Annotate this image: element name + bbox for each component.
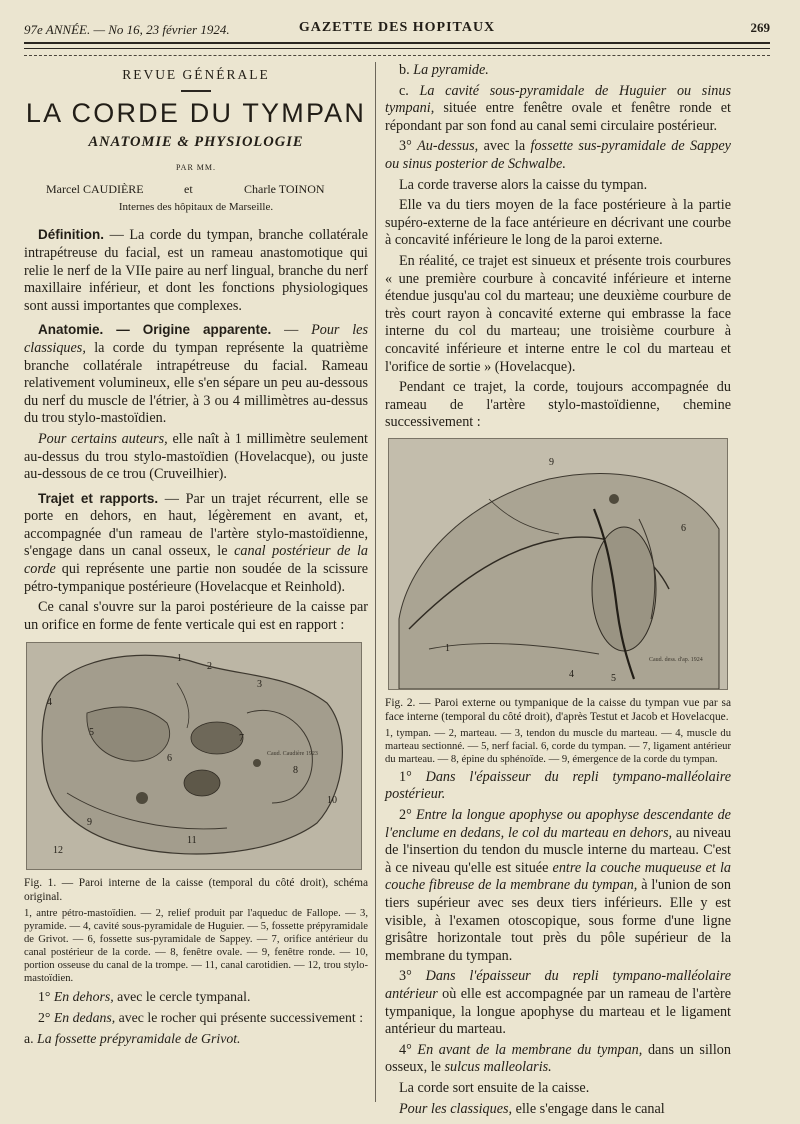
item-3 [385, 138, 731, 173]
relation-2-italic: En dedans, [53, 1010, 116, 1026]
article-title: LA CORDE DU TYMPAN [25, 97, 367, 128]
item-c-text: située entre fenêtre ovale et fenêtre ronde et répondant par son fond au canal semi circulaire postérieur. [385, 100, 731, 134]
path-2-text-2: à l'union de son tiers supérieur avec ses deux tiers inférieurs. Elle y est visible, à l'examen otoscopique, sous forme d'une ligne grisâtre horizontale tout près du pôle supérieur de la membrane du tympan. [385, 877, 731, 964]
article-subtitle: ANATOMIE & PHYSIOLOGIE [88, 133, 304, 150]
trajet-italic: canal postérieur de la corde [24, 543, 368, 578]
relation-1-number: 1° [38, 989, 54, 1005]
item-3-number: 3° [399, 138, 418, 155]
figure-1 [26, 642, 362, 870]
classic-paragraph [385, 1101, 731, 1119]
paragraph-2: Elle va du tiers moyen de la face postérieure à la partie supéro-externe de la face antérieure en décrivant une courbe à concavité inférieure le long de la paroi externe. [385, 197, 731, 249]
anatomy-dash: — [271, 322, 312, 339]
relation-1-text: avec le cercle tympanal. [113, 989, 251, 1005]
fig2-label-9: 9 [549, 456, 554, 468]
path-4-italic: En avant de la membrane du tympan, [417, 1041, 643, 1058]
fig1-signature: Caud. Caudière 1923 [267, 751, 318, 758]
definition-text: — La corde du tympan, branche collatérale intrapétreuse du facial, est un rameau anastomotique qui relie le nerf de la VIIe paire au nerf lingual, branche du nerf maxillaire inférieur, et dont les fonctions physiologiques sont aussi importantes que complexes. [24, 227, 368, 314]
classic-italic: Pour les classiques, [399, 1100, 513, 1117]
exit-paragraph: La corde sort ensuite de la caisse. [399, 1079, 590, 1096]
relation-2a-letter: a. [24, 1030, 38, 1046]
path-2-number: 2° [399, 807, 416, 824]
affiliation: Internes des hôpitaux de Marseille. [118, 200, 274, 213]
right-column [385, 62, 731, 1121]
fig1-label-12: 12 [53, 845, 63, 857]
canal-paragraph: Ce canal s'ouvre sur la paroi postérieure de la caisse par un orifice en forme de fente verticale qui est en rapport : [24, 599, 368, 633]
fig1-label-5: 5 [89, 727, 94, 739]
item-b [385, 62, 731, 80]
anatomy-paragraph [24, 321, 368, 428]
path-4-text: dans un sillon osseux, le [385, 1041, 731, 1076]
trajet-paragraph [24, 490, 368, 597]
item-c [385, 83, 731, 136]
fig1-label-6: 6 [167, 753, 172, 765]
fig1-label-3: 3 [257, 679, 262, 691]
definition-heading: Définition. [38, 227, 104, 243]
relation-2a [24, 1030, 368, 1048]
left-column [24, 66, 368, 1050]
relation-1-italic: En dehors, [53, 989, 114, 1005]
figure-2-caption: Fig. 2. — Paroi externe ou tympanique de la caisse du tympan vue par sa face interne (temporal du côté droit), d'après Testut et Jacob et Hovelacque. [385, 696, 731, 723]
figure-1-drawing [27, 643, 361, 869]
figure-2 [388, 438, 728, 690]
by-line: PAR MM. [175, 163, 217, 173]
path-1-number: 1° [399, 768, 426, 785]
fig1-label-2: 2 [207, 661, 212, 673]
path-2 [385, 807, 731, 965]
relation-2 [24, 1009, 368, 1027]
header-rule-thin [24, 48, 770, 49]
issue-info: 97e ANNÉE. — No 16, 23 février 1924. [24, 22, 230, 37]
item-3-text: avec la [478, 138, 531, 155]
item-c-italic: La cavité sous-pyramidale de Huguier ou sinus tympani, [385, 82, 731, 117]
anatomy-italic-1: Pour les classiques, [24, 322, 368, 356]
fig2-label-1: 1 [445, 642, 450, 654]
relation-2-number: 2° [38, 1010, 54, 1026]
path-2-italic-2: entre la couche muqueuse et la couche fibreuse de la membrane du tympan, [385, 859, 731, 894]
path-2-text: au niveau de l'insertion du tendon du muscle interne du marteau. C'est à ce niveau qu'elle est située [385, 824, 731, 876]
item-b-italic: La pyramide. [413, 62, 489, 78]
figure-1-legend: 1, antre pétro-mastoïdien. — 2, relief produit par l'aqueduc de Fallope. — 3, pyramide. — 4, cavité sous-pyramidale de Huguier. — 5, fossette prépyramidale de Grivot. — 6, fossette sus-pyramidale de Sappey. — 7, orifice antérieur du canal postérieur de la corde. — 8, fenêtre ovale. — 9, fenêtre ronde. — 10, portion osseuse du canal de la trompe. — 11, canal carotidien. — 12, trou stylo-mastoïdien. [24, 908, 368, 985]
trajet-heading: Trajet et rapports. [38, 490, 159, 506]
title-rule [181, 90, 211, 92]
anatomy-text-1: la corde du tympan représente la quatrième branche collatérale intrapétreuse du facial. Rameau relativement volumineux, elle s'en sépare un peu au-dessous du nerf du muscle de l'étrier, à 3 ou 4 millimètres au-dessus du trou stylo-mastoïdien. [24, 339, 368, 427]
paragraph-4: Pendant ce trajet, la corde, toujours accompagnée du rameau de l'artère stylo-mastoïdienne, chemine successivement : [385, 379, 731, 431]
path-4-italic-2: sulcus malleolaris. [444, 1059, 552, 1076]
path-4-number: 4° [399, 1041, 418, 1058]
fig1-label-11: 11 [187, 835, 197, 847]
item-c-letter: c. [399, 82, 420, 99]
path-3-text: où elle est accompagnée par un rameau de l'artère tympanique, la longue apophyse du marteau et le ligament antérieur du marteau. [385, 986, 731, 1038]
author-1: Marcel CAUDIÈRE [46, 181, 144, 196]
author-conjunction: et [184, 181, 193, 196]
fig1-label-7: 7 [239, 733, 244, 745]
relation-2a-italic: La fossette prépyramidale de Grivot. [37, 1030, 241, 1046]
fig2-label-4: 4 [569, 668, 574, 680]
page-number: 269 [750, 20, 770, 35]
item-b-letter: b. [399, 62, 414, 78]
anatomy-paragraph-2 [24, 431, 368, 484]
item-3-italic: Au-dessus, [417, 138, 479, 155]
anatomy-heading: Anatomie. — Origine apparente. [38, 322, 272, 338]
column-divider [375, 62, 376, 1102]
fig1-label-10: 10 [327, 795, 337, 807]
trajet-text-1: — Par un trajet récurrent, elle se porte en dehors, en haut, légèrement en avant, et, accompagnée d'un rameau de l'artère stylo-mastoïdienne, s'engage dans un canal osseux, le [24, 490, 368, 560]
path-3-number: 3° [399, 968, 426, 985]
path-1-italic: Dans l'épaisseur du repli tympano-malléolaire postérieur. [385, 768, 731, 803]
fig2-signature: Caud. dess. d'ap. 1924 [649, 656, 703, 663]
path-3 [385, 968, 731, 1038]
figure-1-caption: Fig. 1. — Paroi interne de la caisse (temporal du côté droit), schéma original. [24, 877, 368, 904]
journal-title: GAZETTE DES HOPITAUX [298, 20, 496, 35]
trajet-text-2: qui représente une partie non soudée de la scissure pétro-tympanique postérieure (Hovelacque et Reinhold). [24, 561, 368, 595]
fig1-label-1: 1 [177, 653, 182, 665]
path-3-italic: Dans l'épaisseur du repli tympano-malléolaire antérieur [385, 968, 731, 1002]
author-2: Charle TOINON [244, 181, 325, 196]
header-rule [24, 42, 770, 44]
path-1 [385, 769, 731, 804]
anatomy-text-2: elle naît à 1 millimètre seulement au-dessus du trou stylo-mastoïdien (Hovelacque), ou juste au-dessous de ce trou (Cruveilhier). [24, 430, 368, 483]
fig2-label-5: 5 [611, 672, 616, 684]
header-rule-dashed [24, 55, 770, 56]
path-2-italic: Entre la longue apophyse ou apophyse descendante de l'enclume en dedans, le col du marteau en dehors, [385, 807, 731, 841]
section-label: REVUE GÉNÉRALE [122, 67, 270, 82]
running-header [24, 18, 770, 40]
fig1-label-9: 9 [87, 817, 92, 829]
classic-text: elle s'engage dans le canal [512, 1100, 665, 1117]
definition-paragraph [24, 226, 368, 315]
item-3-italic-2: fossette sus-pyramidale de Sappey ou sinus posterior de Schwalbe. [385, 138, 731, 172]
anatomy-italic-2: Pour certains auteurs, [38, 430, 168, 447]
paragraph-3: En réalité, ce trajet est sinueux et présente trois courbures « une première courbure à concavité inférieure et interne étendue jusqu'au col du marteau; une deuxième courbure de très court rayon à concavité externe qui embrasse la face interne du col du marteau; une troisième courbure à concavité inférieure et interne entre le col du marteau et l'orifice de sortie » (Hovelacque). [385, 252, 731, 375]
fig2-label-6: 6 [681, 522, 686, 534]
path-4 [385, 1042, 731, 1077]
authors [24, 181, 368, 197]
fig1-label-8: 8 [293, 765, 298, 777]
fig1-label-4: 4 [47, 697, 52, 709]
relation-1 [24, 988, 368, 1006]
figure-2-legend: 1, tympan. — 2, marteau. — 3, tendon du muscle du marteau. — 4, muscle du marteau sectionné. — 5, nerf facial. 6, corde du tympan. — 7, ligament antérieur du marteau. — 8, épine du sphénoïde. — 9, émergence de la corde du tympan. [385, 727, 731, 765]
relation-2-text: avec le rocher qui présente successivement : [115, 1010, 364, 1026]
figure-2-drawing [389, 439, 727, 689]
paragraph-1: La corde traverse alors la caisse du tympan. [399, 176, 648, 193]
